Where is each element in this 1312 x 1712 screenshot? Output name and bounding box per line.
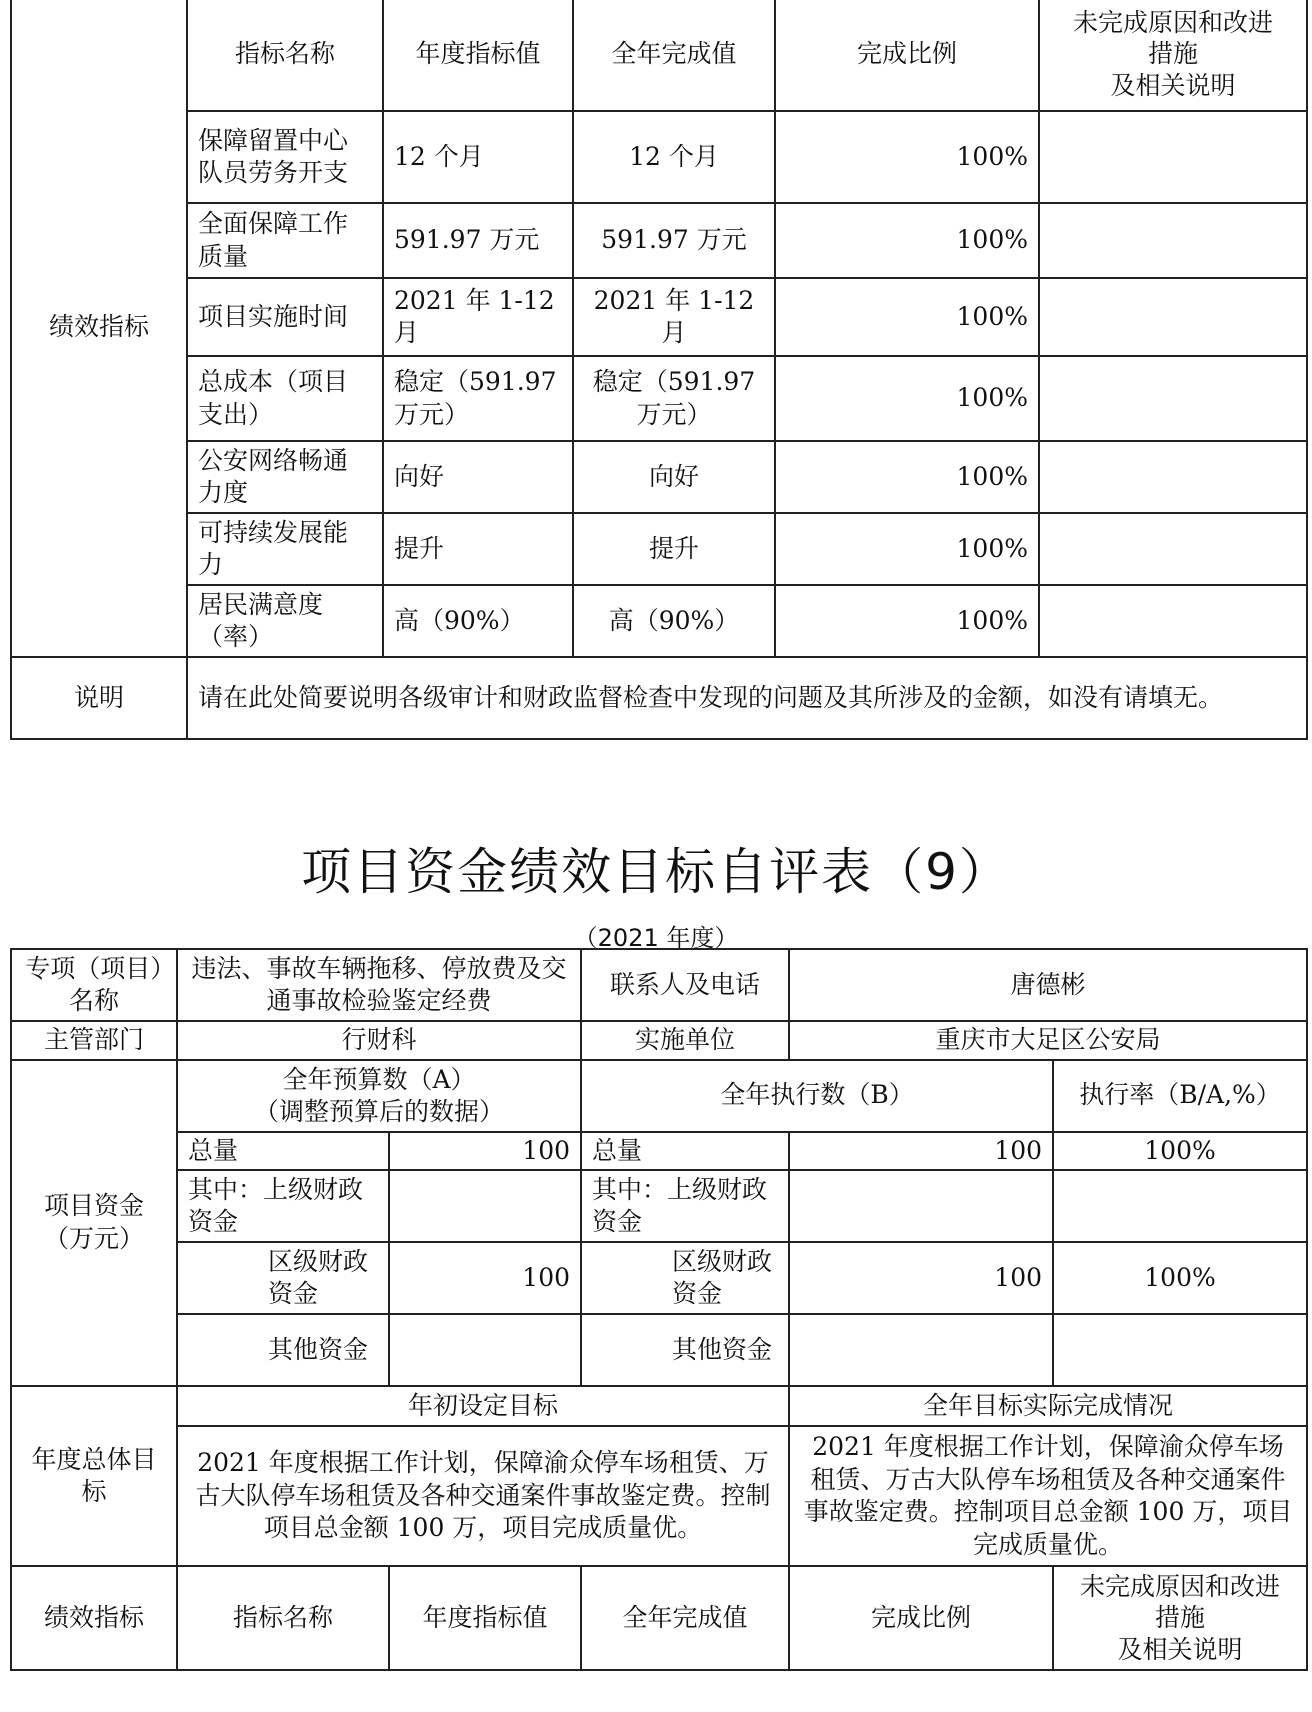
indicator-target: 高（90%） [383,585,573,657]
table-row [11,111,1307,203]
indicator-note [1039,441,1307,513]
fund-exec: 100 [789,1132,1053,1171]
dept-label: 主管部门 [11,1021,177,1060]
explain-text: 请在此处简要说明各级审计和财政监督检查中发现的问题及其所涉及的金额，如没有请填无。 [187,657,1307,739]
header-annual-actual: 全年完成值 [573,0,775,111]
unit-value: 重庆市大足区公安局 [789,1021,1307,1060]
dept-value: 行财科 [177,1021,581,1060]
indicator-target: 向好 [383,441,573,513]
funds-label: 项目资金（万元） [11,1060,177,1387]
indicator-target: 591.97 万元 [383,203,573,278]
header-annual-target: 年度指标值 [383,0,573,111]
table-row [11,441,1307,513]
fund-label: 其中：上级财政资金 [177,1170,389,1242]
section-label-performance: 绩效指标 [11,0,187,657]
unit-label: 实施单位 [581,1021,789,1060]
table-row [11,1314,1307,1386]
indicator-name: 公安网络畅通力度 [187,441,383,513]
indicator-ratio: 100% [775,111,1039,203]
project-name-value: 违法、事故车辆拖移、停放费及交通事故检验鉴定经费 [177,949,581,1021]
indicator-target: 提升 [383,513,573,585]
goal-actual-header: 全年目标实际完成情况 [789,1386,1307,1426]
indicator-note [1039,513,1307,585]
fund-exec-label: 总量 [581,1132,789,1171]
fund-rate [1053,1314,1307,1386]
indicator-note [1039,278,1307,356]
indicator-note [1039,203,1307,278]
goal-label: 年度总体目标 [11,1386,177,1566]
exec-header: 全年执行数（B） [581,1060,1053,1132]
contact-value: 唐德彬 [789,949,1307,1021]
fund-label: 总量 [177,1132,389,1171]
fund-rate [1053,1170,1307,1242]
table-row [11,1242,1307,1314]
indicator-name: 项目实施时间 [187,278,383,356]
indicator-ratio: 100% [775,278,1039,356]
indicator-actual: 12 个月 [573,111,775,203]
fund-label: 区级财政资金 [177,1242,389,1314]
header-annual-target: 年度指标值 [389,1566,581,1670]
indicator-target: 12 个月 [383,111,573,203]
fund-exec [789,1314,1053,1386]
indicator-note [1039,111,1307,203]
indicator-actual: 591.97 万元 [573,203,775,278]
header-reason-notes: 未完成原因和改进 措施 及相关说明 [1039,0,1307,111]
indicator-name: 居民满意度（率） [187,585,383,657]
indicator-target: 稳定（591.97 万元） [383,356,573,441]
indicator-ratio: 100% [775,585,1039,657]
fund-exec [789,1170,1053,1242]
table-row [11,513,1307,585]
indicator-ratio: 100% [775,513,1039,585]
project-name-label: 专项（项目）名称 [11,949,177,1021]
indicator-name: 保障留置中心队员劳务开支 [187,111,383,203]
indicator-actual: 提升 [573,513,775,585]
header-completion-ratio: 完成比例 [775,0,1039,111]
table-row [11,356,1307,441]
fund-exec-label: 区级财政资金 [581,1242,789,1314]
fund-rate: 100% [1053,1132,1307,1171]
table-row [11,585,1307,657]
budget-header: 全年预算数（A） （调整预算后的数据） [177,1060,581,1132]
indicator-actual: 高（90%） [573,585,775,657]
fund-exec-label: 其他资金 [581,1314,789,1386]
goal-actual-text: 2021 年度根据工作计划，保障渝众停车场租赁、万古大队停车场租赁及各种交通案件事故鉴定费。控制项目总金额 100 万，项目完成质量优。 [789,1426,1307,1566]
table-row [11,1132,1307,1171]
table-row [11,203,1307,278]
self-evaluation-table [10,948,1308,1671]
explain-label: 说明 [11,657,187,739]
goal-set-text: 2021 年度根据工作计划，保障渝众停车场租赁、万古大队停车场租赁及各种交通案件事故鉴定费。控制项目总金额 100 万，项目完成质量优。 [177,1426,789,1566]
header-annual-actual: 全年完成值 [581,1566,789,1670]
table-row [11,1170,1307,1242]
indicator-name: 可持续发展能力 [187,513,383,585]
indicator-note [1039,356,1307,441]
rate-header: 执行率（B/A,%） [1053,1060,1307,1132]
indicator-section-label: 绩效指标 [11,1566,177,1670]
fund-exec-label: 其中：上级财政资金 [581,1170,789,1242]
indicator-actual: 2021 年 1-12 月 [573,278,775,356]
contact-label: 联系人及电话 [581,949,789,1021]
fund-budget [389,1314,581,1386]
fund-budget: 100 [389,1242,581,1314]
fund-label: 其他资金 [177,1314,389,1386]
fund-budget: 100 [389,1132,581,1171]
indicator-ratio: 100% [775,203,1039,278]
indicator-name: 全面保障工作质量 [187,203,383,278]
indicator-ratio: 100% [775,441,1039,513]
header-completion-ratio: 完成比例 [789,1566,1053,1670]
indicator-ratio: 100% [775,356,1039,441]
performance-indicator-table-top [10,0,1308,740]
header-indicator-name: 指标名称 [187,0,383,111]
fund-exec: 100 [789,1242,1053,1314]
fund-rate: 100% [1053,1242,1307,1314]
table-row [11,278,1307,356]
indicator-name: 总成本（项目支出） [187,356,383,441]
fund-budget [389,1170,581,1242]
page-title: 项目资金绩效目标自评表（9） [301,843,1011,901]
page-subtitle: （2021 年度） [573,924,739,952]
goal-set-header: 年初设定目标 [177,1386,789,1426]
indicator-target: 2021 年 1-12 月 [383,278,573,356]
indicator-note [1039,585,1307,657]
header-reason-notes: 未完成原因和改进 措施 及相关说明 [1053,1566,1307,1670]
indicator-actual: 稳定（591.97 万元） [573,356,775,441]
indicator-actual: 向好 [573,441,775,513]
header-indicator-name: 指标名称 [177,1566,389,1670]
